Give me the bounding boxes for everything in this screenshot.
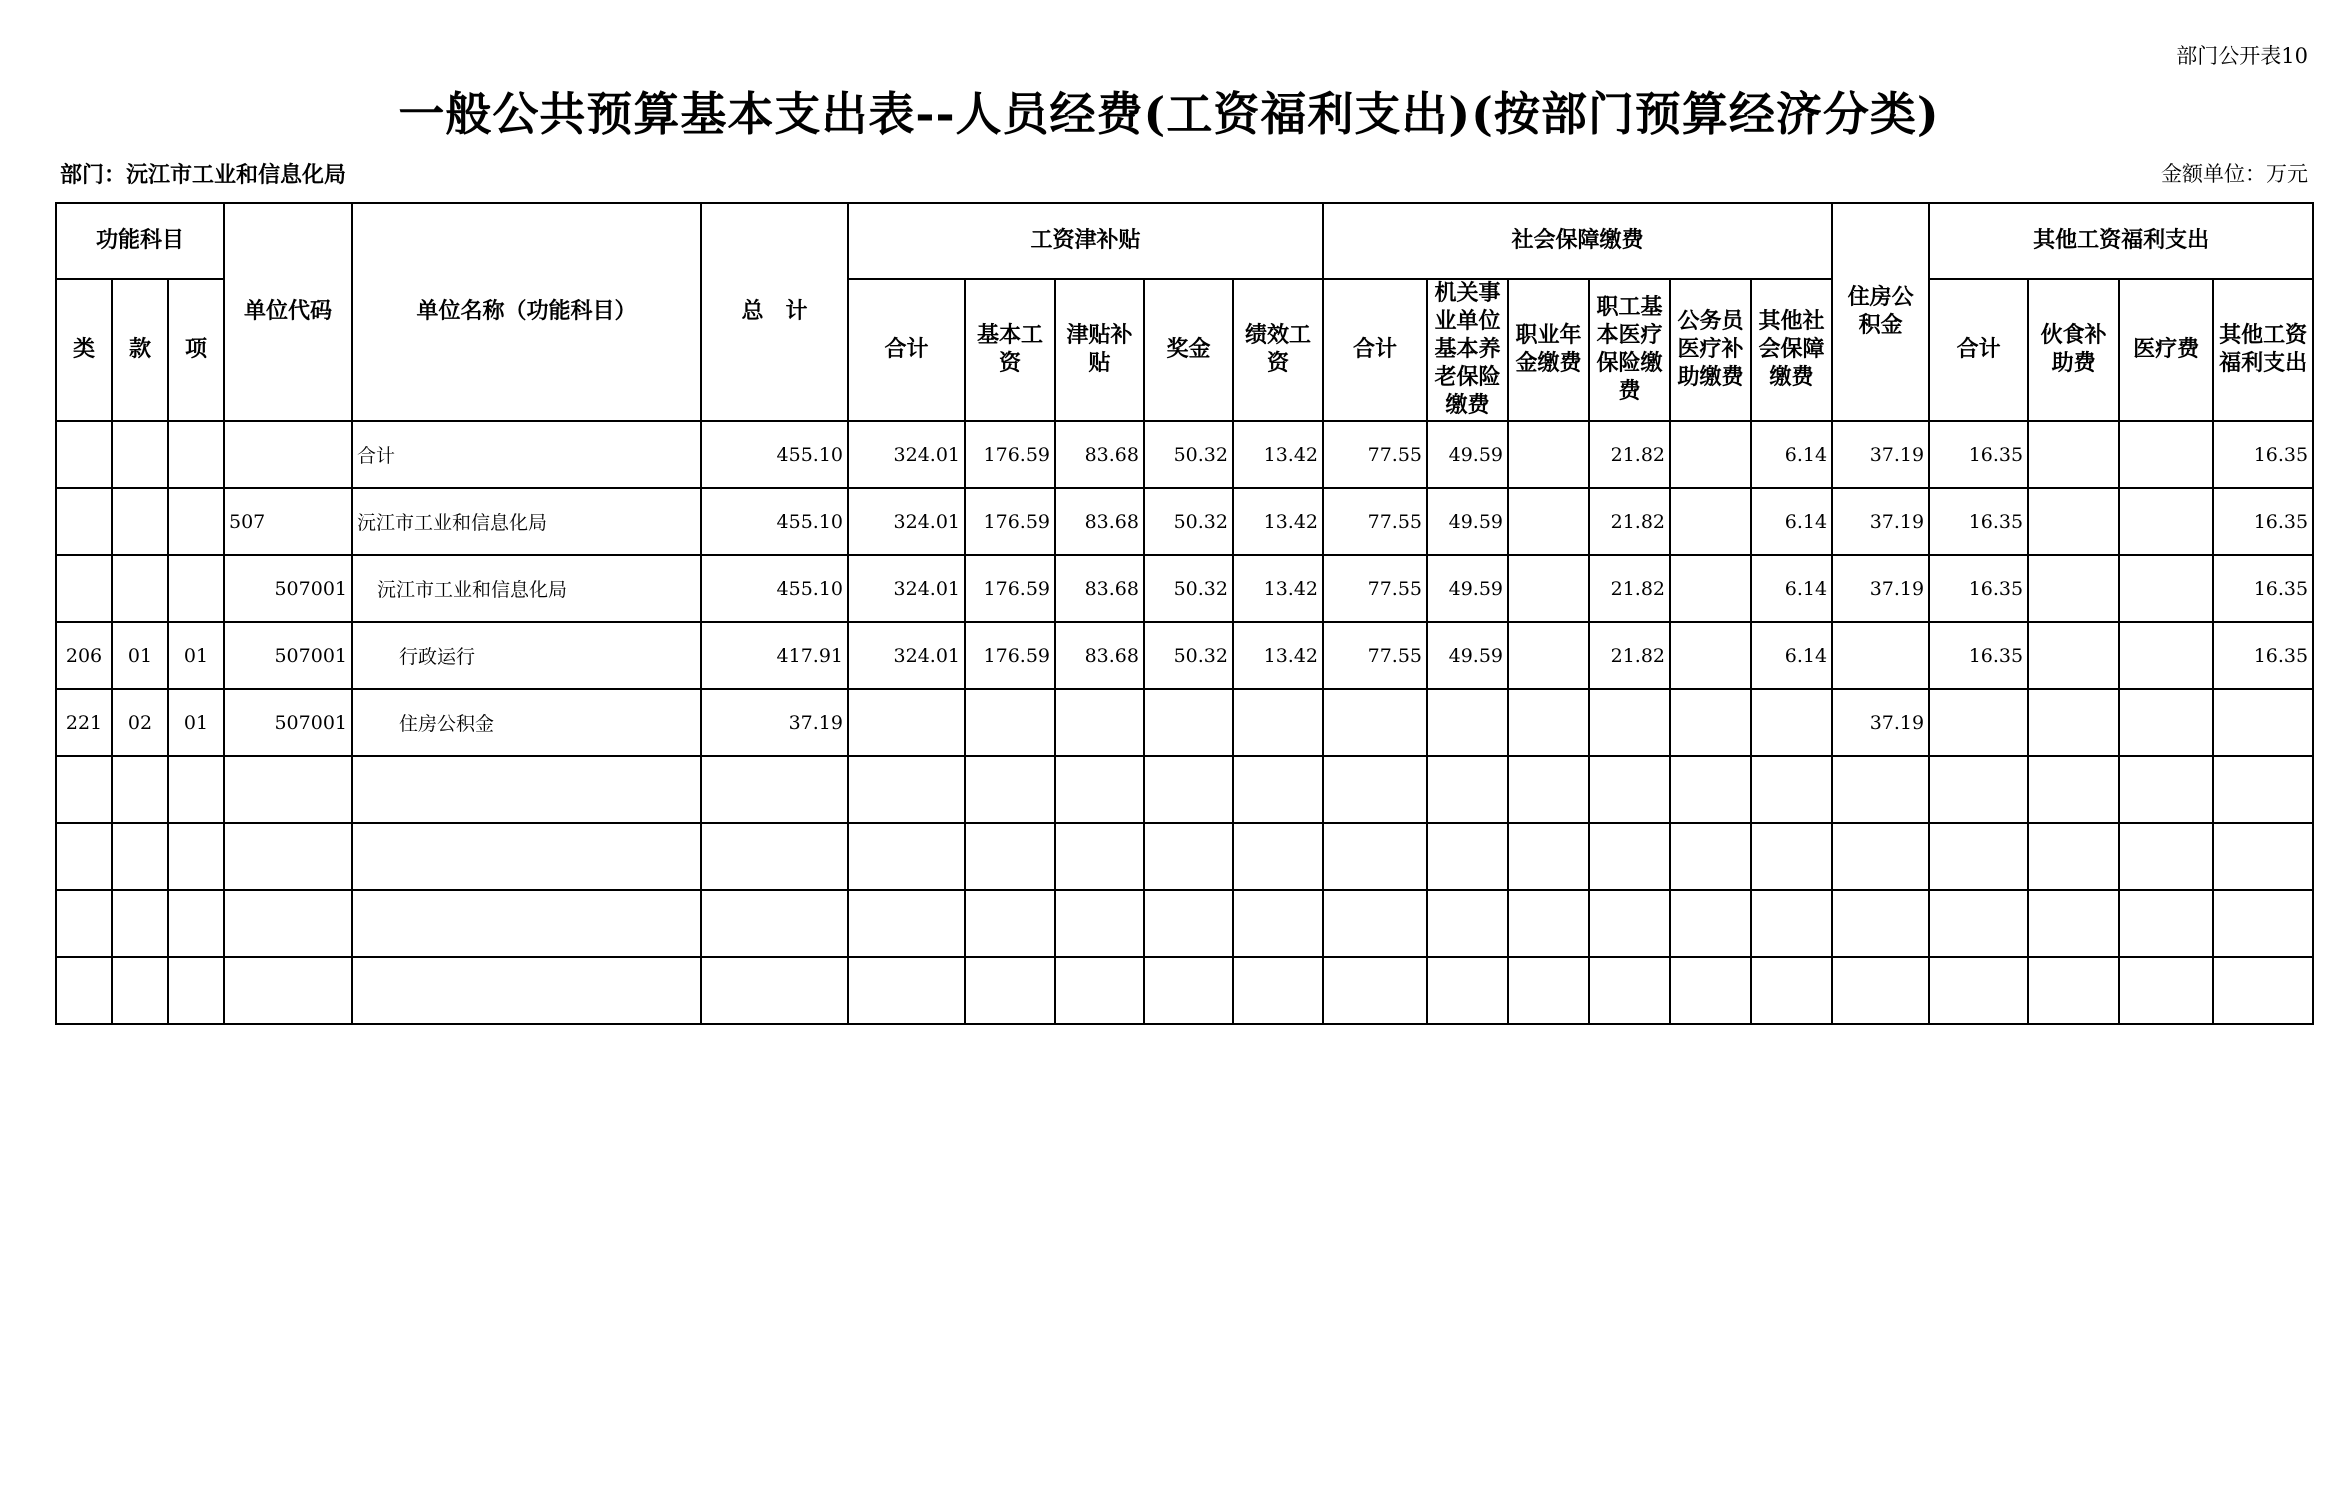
cell-w-basic <box>965 689 1055 756</box>
cell-w-bonus <box>1144 689 1233 756</box>
empty-cell <box>1233 756 1323 823</box>
empty-cell <box>848 957 965 1024</box>
header-wage-basic: 基本工资 <box>965 279 1055 421</box>
table-row <box>56 689 2313 756</box>
empty-cell <box>1508 823 1589 890</box>
cell-s-total: 77.55 <box>1323 555 1427 622</box>
cell-lei: 221 <box>56 689 112 756</box>
empty-cell <box>112 957 168 1024</box>
empty-cell <box>2119 890 2213 957</box>
cell-o-meal <box>2028 555 2119 622</box>
cell-o-other: 16.35 <box>2213 555 2313 622</box>
cell-w-allow: 83.68 <box>1055 555 1144 622</box>
cell-w-allow: 83.68 <box>1055 421 1144 488</box>
empty-cell <box>1055 890 1144 957</box>
cell-lei <box>56 421 112 488</box>
cell-w-perf: 13.42 <box>1233 622 1323 689</box>
cell-kuan: 01 <box>112 622 168 689</box>
cell-s-other: 6.14 <box>1751 555 1832 622</box>
cell-o-other: 16.35 <box>2213 488 2313 555</box>
department-label: 部门：沅江市工业和信息化局 <box>60 163 347 188</box>
header-group-other: 其他工资福利支出 <box>1929 203 2313 279</box>
cell-total: 37.19 <box>701 689 848 756</box>
cell-s-medical: 21.82 <box>1589 488 1670 555</box>
empty-cell <box>2028 823 2119 890</box>
cell-s-civil <box>1670 421 1751 488</box>
empty-cell <box>56 823 112 890</box>
cell-s-medical: 21.82 <box>1589 555 1670 622</box>
cell-lei <box>56 488 112 555</box>
cell-w-basic: 176.59 <box>965 488 1055 555</box>
cell-code: 507001 <box>224 689 352 756</box>
cell-w-perf: 13.42 <box>1233 488 1323 555</box>
header-social-civil-medical: 公务员医疗补助缴费 <box>1670 279 1751 421</box>
empty-cell <box>1055 756 1144 823</box>
empty-cell <box>701 890 848 957</box>
cell-o-med <box>2119 622 2213 689</box>
cell-s-annuity <box>1508 421 1589 488</box>
empty-cell <box>1929 957 2028 1024</box>
cell-s-other: 6.14 <box>1751 622 1832 689</box>
cell-w-basic: 176.59 <box>965 421 1055 488</box>
empty-cell <box>224 756 352 823</box>
cell-s-pension: 49.59 <box>1427 622 1508 689</box>
cell-xiang: 01 <box>168 622 224 689</box>
empty-cell <box>1233 957 1323 1024</box>
cell-housing <box>1832 622 1929 689</box>
cell-s-pension: 49.59 <box>1427 421 1508 488</box>
empty-cell <box>701 823 848 890</box>
empty-cell <box>1508 890 1589 957</box>
cell-w-bonus: 50.32 <box>1144 555 1233 622</box>
cell-s-annuity <box>1508 488 1589 555</box>
cell-kuan <box>112 488 168 555</box>
empty-row <box>56 823 2313 890</box>
table-row <box>56 421 2313 488</box>
table-row <box>56 488 2313 555</box>
cell-name: 沅江市工业和信息化局 <box>352 555 701 622</box>
cell-o-other: 16.35 <box>2213 622 2313 689</box>
empty-cell <box>1233 823 1323 890</box>
empty-cell <box>224 823 352 890</box>
empty-cell <box>2213 957 2313 1024</box>
header-xiang: 项 <box>168 279 224 421</box>
page-title: 一般公共预算基本支出表--人员经费(工资福利支出)(按部门预算经济分类) <box>398 87 1940 141</box>
cell-total: 455.10 <box>701 421 848 488</box>
cell-o-meal <box>2028 689 2119 756</box>
cell-s-medical <box>1589 689 1670 756</box>
cell-o-med <box>2119 689 2213 756</box>
empty-cell <box>112 890 168 957</box>
cell-w-allow <box>1055 689 1144 756</box>
empty-cell <box>2028 756 2119 823</box>
empty-cell <box>1055 823 1144 890</box>
empty-cell <box>1508 957 1589 1024</box>
header-total: 总 计 <box>701 203 848 421</box>
empty-cell <box>2119 823 2213 890</box>
cell-w-allow: 83.68 <box>1055 488 1144 555</box>
cell-s-civil <box>1670 622 1751 689</box>
cell-code: 507 <box>224 488 352 555</box>
empty-cell <box>2119 957 2213 1024</box>
empty-cell <box>701 957 848 1024</box>
empty-cell <box>224 890 352 957</box>
empty-cell <box>56 957 112 1024</box>
cell-code <box>224 421 352 488</box>
empty-cell <box>168 823 224 890</box>
header-other-total: 合计 <box>1929 279 2028 421</box>
empty-cell <box>1323 823 1427 890</box>
empty-cell <box>1670 756 1751 823</box>
cell-lei: 206 <box>56 622 112 689</box>
cell-w-total: 324.01 <box>848 421 965 488</box>
cell-s-civil <box>1670 488 1751 555</box>
amount-unit-label: 金额单位：万元 <box>2161 162 2308 186</box>
cell-s-civil <box>1670 555 1751 622</box>
form-number: 部门公开表10 <box>2176 44 2308 68</box>
cell-w-allow: 83.68 <box>1055 622 1144 689</box>
empty-cell <box>1751 957 1832 1024</box>
empty-cell <box>848 890 965 957</box>
empty-cell <box>112 823 168 890</box>
empty-cell <box>56 890 112 957</box>
empty-cell <box>1929 756 2028 823</box>
empty-cell <box>701 756 848 823</box>
cell-o-total: 16.35 <box>1929 622 2028 689</box>
header-other-meal: 伙食补助费 <box>2028 279 2119 421</box>
table-row <box>56 622 2313 689</box>
header-group-wage: 工资津补贴 <box>848 203 1323 279</box>
empty-cell <box>848 756 965 823</box>
expenditure-table <box>55 202 2314 1025</box>
empty-cell <box>1670 890 1751 957</box>
empty-cell <box>1144 890 1233 957</box>
table-body <box>56 421 2313 1024</box>
empty-cell <box>1832 890 1929 957</box>
cell-s-total: 77.55 <box>1323 488 1427 555</box>
cell-name: 住房公积金 <box>352 689 701 756</box>
empty-cell <box>2213 890 2313 957</box>
cell-w-bonus: 50.32 <box>1144 488 1233 555</box>
empty-cell <box>1144 823 1233 890</box>
cell-w-total: 324.01 <box>848 488 965 555</box>
empty-cell <box>1144 756 1233 823</box>
cell-xiang <box>168 421 224 488</box>
empty-cell <box>352 756 701 823</box>
cell-o-other: 16.35 <box>2213 421 2313 488</box>
empty-cell <box>1055 957 1144 1024</box>
empty-cell <box>352 890 701 957</box>
cell-housing: 37.19 <box>1832 421 1929 488</box>
empty-cell <box>1670 823 1751 890</box>
cell-w-perf: 13.42 <box>1233 421 1323 488</box>
empty-cell <box>352 823 701 890</box>
empty-cell <box>1589 957 1670 1024</box>
cell-o-other <box>2213 689 2313 756</box>
empty-cell <box>56 756 112 823</box>
empty-cell <box>1832 823 1929 890</box>
header-wage-total: 合计 <box>848 279 965 421</box>
cell-o-med <box>2119 421 2213 488</box>
empty-cell <box>1427 957 1508 1024</box>
empty-cell <box>168 890 224 957</box>
cell-o-meal <box>2028 622 2119 689</box>
cell-name: 沅江市工业和信息化局 <box>352 488 701 555</box>
empty-cell <box>1832 756 1929 823</box>
header-kuan: 款 <box>112 279 168 421</box>
cell-s-pension <box>1427 689 1508 756</box>
cell-w-total: 324.01 <box>848 555 965 622</box>
cell-s-total: 77.55 <box>1323 421 1427 488</box>
cell-xiang <box>168 488 224 555</box>
empty-cell <box>2028 957 2119 1024</box>
header-social-other: 其他社会保障缴费 <box>1751 279 1832 421</box>
cell-s-other: 6.14 <box>1751 488 1832 555</box>
cell-o-total: 16.35 <box>1929 555 2028 622</box>
empty-cell <box>965 823 1055 890</box>
header-func-subject: 功能科目 <box>56 203 224 279</box>
cell-o-med <box>2119 488 2213 555</box>
cell-w-total: 324.01 <box>848 622 965 689</box>
empty-cell <box>1751 823 1832 890</box>
cell-o-total <box>1929 689 2028 756</box>
empty-cell <box>1670 957 1751 1024</box>
empty-cell <box>2213 756 2313 823</box>
empty-cell <box>1508 756 1589 823</box>
empty-cell <box>1323 957 1427 1024</box>
header-group-social: 社会保障缴费 <box>1323 203 1832 279</box>
empty-row <box>56 756 2313 823</box>
header-housing: 住房公积金 <box>1832 203 1929 421</box>
cell-s-pension: 49.59 <box>1427 488 1508 555</box>
cell-lei <box>56 555 112 622</box>
empty-cell <box>1323 756 1427 823</box>
empty-cell <box>1589 823 1670 890</box>
cell-o-total: 16.35 <box>1929 488 2028 555</box>
cell-kuan: 02 <box>112 689 168 756</box>
empty-cell <box>1427 890 1508 957</box>
header-social-total: 合计 <box>1323 279 1427 421</box>
cell-o-meal <box>2028 421 2119 488</box>
header-wage-bonus: 奖金 <box>1144 279 1233 421</box>
header-social-medical: 职工基本医疗保险缴费 <box>1589 279 1670 421</box>
empty-cell <box>1144 957 1233 1024</box>
header-social-pension: 机关事业单位基本养老保险缴费 <box>1427 279 1508 421</box>
cell-s-medical: 21.82 <box>1589 421 1670 488</box>
empty-cell <box>168 957 224 1024</box>
empty-cell <box>965 756 1055 823</box>
table-row <box>56 555 2313 622</box>
header-social-annuity: 职业年金缴费 <box>1508 279 1589 421</box>
header-unit-code: 单位代码 <box>224 203 352 421</box>
cell-total: 455.10 <box>701 555 848 622</box>
cell-xiang <box>168 555 224 622</box>
empty-cell <box>112 756 168 823</box>
empty-cell <box>1929 890 2028 957</box>
empty-cell <box>224 957 352 1024</box>
cell-s-other <box>1751 689 1832 756</box>
empty-cell <box>1323 890 1427 957</box>
cell-w-basic: 176.59 <box>965 555 1055 622</box>
cell-s-total <box>1323 689 1427 756</box>
cell-code: 507001 <box>224 622 352 689</box>
header-wage-performance: 绩效工资 <box>1233 279 1323 421</box>
cell-s-medical: 21.82 <box>1589 622 1670 689</box>
empty-cell <box>1589 890 1670 957</box>
cell-xiang: 01 <box>168 689 224 756</box>
empty-cell <box>2119 756 2213 823</box>
cell-w-bonus: 50.32 <box>1144 622 1233 689</box>
cell-o-meal <box>2028 488 2119 555</box>
header-other-welfare: 其他工资福利支出 <box>2213 279 2313 421</box>
cell-name: 行政运行 <box>352 622 701 689</box>
empty-cell <box>2213 823 2313 890</box>
empty-row <box>56 890 2313 957</box>
empty-cell <box>352 957 701 1024</box>
cell-w-bonus: 50.32 <box>1144 421 1233 488</box>
empty-row <box>56 957 2313 1024</box>
empty-cell <box>1832 957 1929 1024</box>
header-unit-name: 单位名称（功能科目） <box>352 203 701 421</box>
cell-s-annuity <box>1508 622 1589 689</box>
empty-cell <box>1233 890 1323 957</box>
empty-cell <box>1589 756 1670 823</box>
cell-w-basic: 176.59 <box>965 622 1055 689</box>
header-lei: 类 <box>56 279 112 421</box>
cell-housing: 37.19 <box>1832 555 1929 622</box>
cell-o-total: 16.35 <box>1929 421 2028 488</box>
cell-w-total <box>848 689 965 756</box>
header-other-medical: 医疗费 <box>2119 279 2213 421</box>
cell-w-perf: 13.42 <box>1233 555 1323 622</box>
empty-cell <box>1751 890 1832 957</box>
cell-code: 507001 <box>224 555 352 622</box>
cell-w-perf <box>1233 689 1323 756</box>
cell-s-annuity <box>1508 689 1589 756</box>
cell-s-total: 77.55 <box>1323 622 1427 689</box>
cell-kuan <box>112 555 168 622</box>
empty-cell <box>1929 823 2028 890</box>
cell-o-med <box>2119 555 2213 622</box>
cell-total: 417.91 <box>701 622 848 689</box>
empty-cell <box>1751 756 1832 823</box>
empty-cell <box>848 823 965 890</box>
header-wage-allowance: 津贴补贴 <box>1055 279 1144 421</box>
cell-housing: 37.19 <box>1832 488 1929 555</box>
empty-cell <box>168 756 224 823</box>
cell-s-annuity <box>1508 555 1589 622</box>
empty-cell <box>965 890 1055 957</box>
cell-s-other: 6.14 <box>1751 421 1832 488</box>
empty-cell <box>965 957 1055 1024</box>
empty-cell <box>2028 890 2119 957</box>
cell-kuan <box>112 421 168 488</box>
cell-name: 合计 <box>352 421 701 488</box>
cell-housing: 37.19 <box>1832 689 1929 756</box>
cell-s-pension: 49.59 <box>1427 555 1508 622</box>
cell-s-civil <box>1670 689 1751 756</box>
empty-cell <box>1427 823 1508 890</box>
cell-total: 455.10 <box>701 488 848 555</box>
empty-cell <box>1427 756 1508 823</box>
